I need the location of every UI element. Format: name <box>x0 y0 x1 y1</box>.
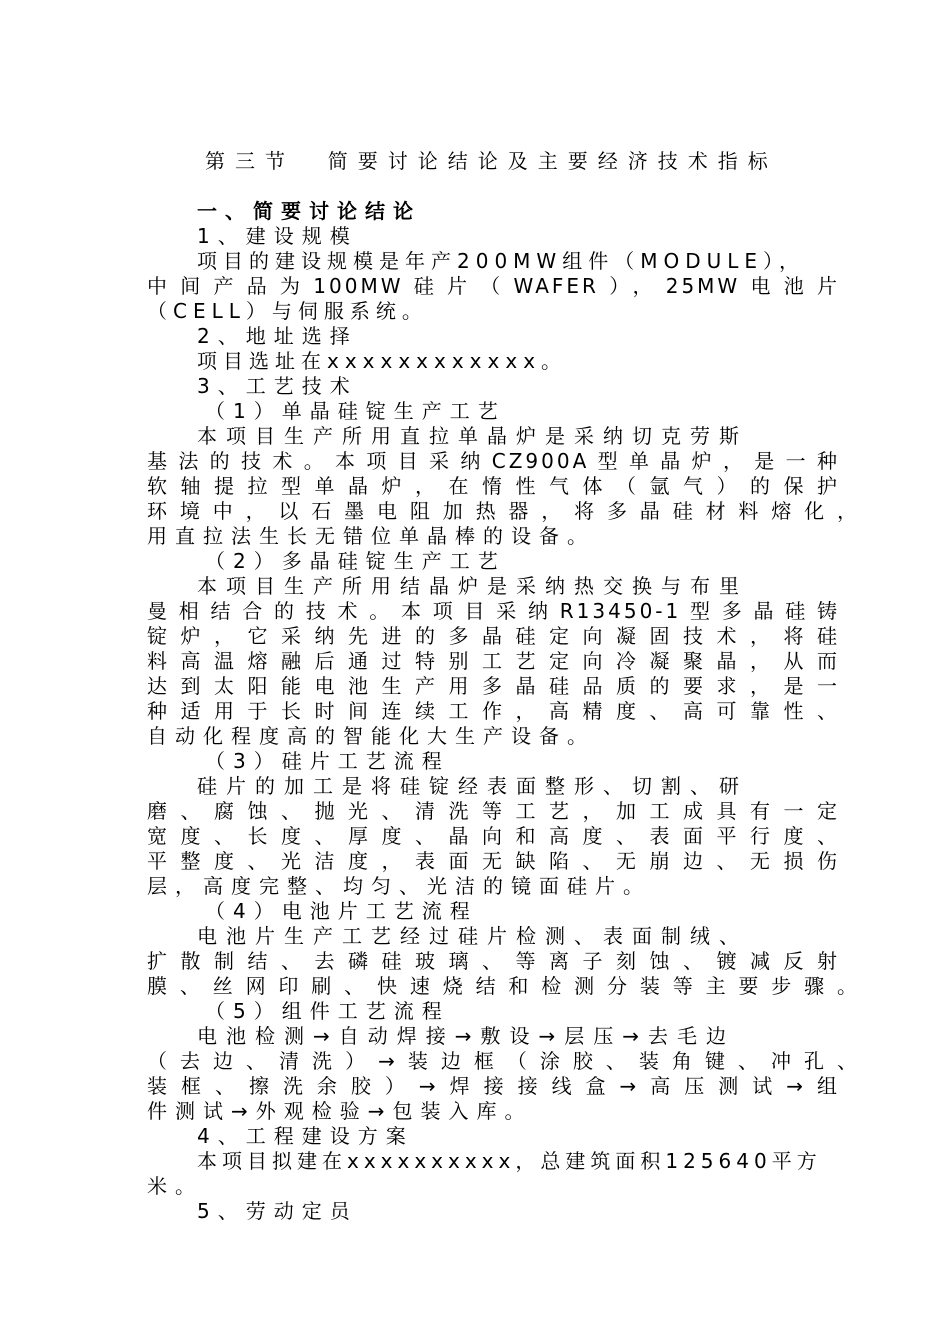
text-line: 电池片生产工艺经过硅片检测、表面制绒、 <box>197 924 748 948</box>
text-line: 达到太阳能电池生产用多晶硅品质的要求，是一 <box>147 674 840 698</box>
text-line: 中间产品为100MW硅片（WAFER），25MW电池片 <box>147 274 840 298</box>
text-line: 层，高度完整、均匀、光洁的镜面硅片。 <box>147 874 651 898</box>
text-line: 磨、腐蚀、抛光、清洗等工艺，加工成具有一定 <box>147 799 840 823</box>
text-line: 1、建设规模 <box>197 224 358 248</box>
text-line: 米。 <box>147 1174 203 1198</box>
text-line: 基法的技术。本项目采纳CZ900A型单晶炉，是一种 <box>147 449 840 473</box>
text-line: 本项目拟建在xxxxxxxxxx，总建筑面积125640平方 <box>197 1149 822 1173</box>
text-line: （2）多晶硅锭生产工艺 <box>205 549 506 573</box>
text-line: （去边、清洗）→装边框（涂胶、装角键、冲孔、 <box>147 1049 860 1073</box>
text-line: 本项目生产所用直拉单晶炉是采纳切克劳斯 <box>197 424 748 448</box>
heading-1: 一、简要讨论结论 <box>197 199 421 223</box>
text-line: 软轴提拉型单晶炉，在惰性气体（氩气）的保护 <box>147 474 840 498</box>
text-line: 环境中，以石墨电阻加热器，将多晶硅材料熔化， <box>147 499 860 523</box>
text-line: 种适用于长时间连续工作，高精度、高可靠性、 <box>147 699 840 723</box>
text-line: 3、工艺技术 <box>197 374 358 398</box>
text-line: 2、地址选择 <box>197 324 358 348</box>
text-line: 项目选址在xxxxxxxxxxxx。 <box>197 349 568 373</box>
text-line: 项目的建设规模是年产200MW组件（MODULE）， <box>197 249 806 273</box>
text-line: （1）单晶硅锭生产工艺 <box>205 399 506 423</box>
text-line: 电池检测→自动焊接→敷设→层压→去毛边 <box>197 1024 736 1048</box>
text-line: 本项目生产所用结晶炉是采纳热交换与布里 <box>197 574 748 598</box>
text-line: 扩散制结、去磷硅玻璃、等离子刻蚀、镀减反射 <box>147 949 840 973</box>
text-line: （5）组件工艺流程 <box>205 999 450 1023</box>
text-line: 自动化程度高的智能化大生产设备。 <box>147 724 595 748</box>
text-line: 5、劳动定员 <box>197 1199 358 1223</box>
text-line: 膜、丝网印刷、快速烧结和检测分装等主要步骤。 <box>147 974 860 998</box>
text-line: 料高温熔融后通过特别工艺定向冷凝聚晶，从而 <box>147 649 840 673</box>
text-line: 平整度、光洁度，表面无缺陷、无崩边、无损伤 <box>147 849 840 873</box>
text-line: （3）硅片工艺流程 <box>205 749 450 773</box>
text-line: 4、工程建设方案 <box>197 1124 414 1148</box>
text-line: 件测试→外观检验→包装入库。 <box>147 1099 533 1123</box>
text-line: 宽度、长度、厚度、晶向和高度、表面平行度、 <box>147 824 840 848</box>
text-line: 装框、擦洗余胶）→焊接接线盒→高压测试→组 <box>147 1074 840 1098</box>
text-line: 硅片的加工是将硅锭经表面整形、切割、研 <box>197 774 748 798</box>
text-line: （4）电池片工艺流程 <box>205 899 478 923</box>
section-title: 第三节 简要讨论结论及主要经济技术指标 <box>205 149 778 173</box>
text-line: 曼相结合的技术。本项目采纳R13450-1型多晶硅铸 <box>147 599 840 623</box>
text-line: 锭炉，它采纳先进的多晶硅定向凝固技术，将硅 <box>147 624 840 648</box>
text-line: （CELL）与伺服系统。 <box>147 299 428 323</box>
text-line: 用直拉法生长无错位单晶棒的设备。 <box>147 524 595 548</box>
